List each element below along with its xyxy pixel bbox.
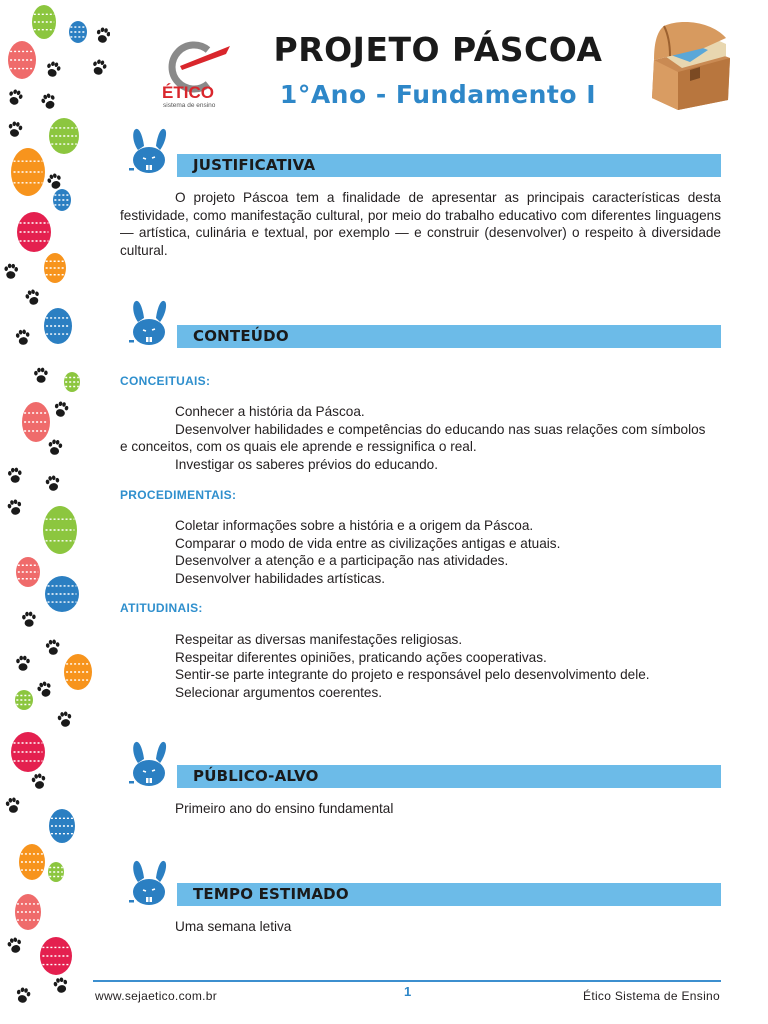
bunny-icon	[126, 128, 172, 176]
section-title: JUSTIFICATIVA	[193, 156, 316, 174]
page-title: PROJETO PÁSCOA	[273, 30, 603, 69]
easter-egg-icon	[17, 212, 51, 252]
logo-text: ÉTICO	[162, 83, 214, 102]
paw-print-icon	[45, 60, 62, 78]
paw-print-icon	[7, 121, 23, 138]
list-item: Selecionar argumentos coerentes.	[175, 684, 383, 700]
list-item: Respeitar diferentes opiniões, praticando ações cooperativas.	[175, 649, 547, 665]
list-item: Respeitar as diversas manifestações religiosas.	[175, 632, 463, 647]
bunny-icon	[126, 741, 172, 789]
paw-print-icon	[4, 263, 19, 279]
atitudinais-list	[120, 631, 721, 701]
paw-print-icon	[53, 400, 69, 418]
paw-print-icon	[7, 498, 23, 516]
easter-egg-icon	[43, 506, 77, 554]
paw-print-icon	[31, 773, 47, 790]
paw-print-icon	[15, 986, 31, 1004]
subheading-procedimentais: PROCEDIMENTAIS:	[120, 488, 237, 502]
paw-print-icon	[46, 172, 64, 191]
bunny-icon	[126, 860, 172, 908]
bunny-icon	[126, 300, 172, 348]
section-title: PÚBLICO-ALVO	[193, 767, 319, 785]
section-header-publico-alvo	[177, 765, 721, 788]
section-header-justificativa	[177, 154, 721, 177]
tempo-estimado-text: Uma semana letiva	[175, 919, 292, 934]
footer-website: www.sejaetico.com.br	[95, 989, 218, 1003]
section-header-conteudo	[177, 325, 721, 348]
paw-print-icon	[53, 976, 69, 994]
publico-alvo-text: Primeiro ano do ensino fundamental	[175, 801, 394, 816]
paw-print-icon	[91, 58, 108, 76]
list-item: Investigar os saberes prévios do educando.	[175, 456, 438, 472]
paw-print-icon	[6, 88, 24, 107]
paw-print-icon	[5, 797, 21, 814]
justificativa-text: O projeto Páscoa tem a finalidade de apresentar as principais características desta festividade, como manifestação cultural, por meio do trabalho educativo com diferentes linguagens — artística, culinária e textual, por exemplo — e construir (desenvolver) o respeito à diversidade cultural.	[120, 190, 721, 258]
list-item: Conhecer a história da Páscoa.	[175, 404, 365, 419]
list-item: Comparar o modo de vida entre as civilizações antigas e atuais.	[175, 535, 561, 551]
section-title: CONTEÚDO	[193, 327, 289, 345]
conceituais-list	[120, 403, 721, 473]
footer-divider	[93, 980, 721, 982]
paw-print-icon	[6, 936, 23, 954]
easter-egg-icon	[11, 732, 45, 772]
subheading-atitudinais: ATITUDINAIS:	[120, 601, 203, 615]
paw-print-icon	[15, 329, 30, 345]
list-item: Coletar informações sobre a história e a origem da Páscoa.	[175, 518, 534, 533]
paw-print-icon	[24, 288, 41, 306]
subheading-conceituais: CONCEITUAIS:	[120, 374, 211, 388]
list-item: Desenvolver a atenção e a participação nas atividades.	[175, 553, 509, 568]
decorative-egg-border	[0, 0, 110, 1024]
page-subtitle: 1°Ano - Fundamento I	[279, 80, 597, 109]
section-header-tempo-estimado	[177, 883, 721, 906]
list-item: Sentir-se parte integrante do projeto e responsável pelo desenvolvimento dele.	[175, 667, 650, 682]
paw-print-icon	[57, 711, 73, 728]
list-item: Desenvolver habilidades e competências do educando nas suas relações com símbolos	[175, 421, 706, 437]
easter-egg-icon	[45, 576, 79, 612]
procedimentais-list	[120, 517, 721, 587]
section-title: TEMPO ESTIMADO	[193, 885, 349, 903]
paw-print-icon	[47, 439, 63, 456]
etico-logo	[160, 40, 232, 110]
easter-egg-icon	[11, 148, 45, 196]
treasure-chest-icon	[642, 20, 734, 112]
paw-print-icon	[34, 367, 48, 383]
logo-tagline: sistema de ensino	[163, 102, 216, 109]
paw-print-icon	[36, 680, 54, 699]
paw-print-icon	[22, 611, 36, 627]
paw-print-icon	[40, 92, 58, 111]
page-number: 1	[404, 984, 412, 999]
paw-print-icon	[45, 475, 61, 492]
paw-print-icon	[16, 656, 30, 671]
list-item: e conceitos, com os quais ele aprende e ressignifica o real.	[120, 439, 477, 454]
list-item: Desenvolver habilidades artísticas.	[175, 570, 386, 586]
footer-brand: Ético Sistema de Ensino	[583, 989, 720, 1003]
paw-print-icon	[8, 467, 23, 483]
paw-print-icon	[45, 639, 60, 655]
paw-print-icon	[95, 26, 110, 44]
